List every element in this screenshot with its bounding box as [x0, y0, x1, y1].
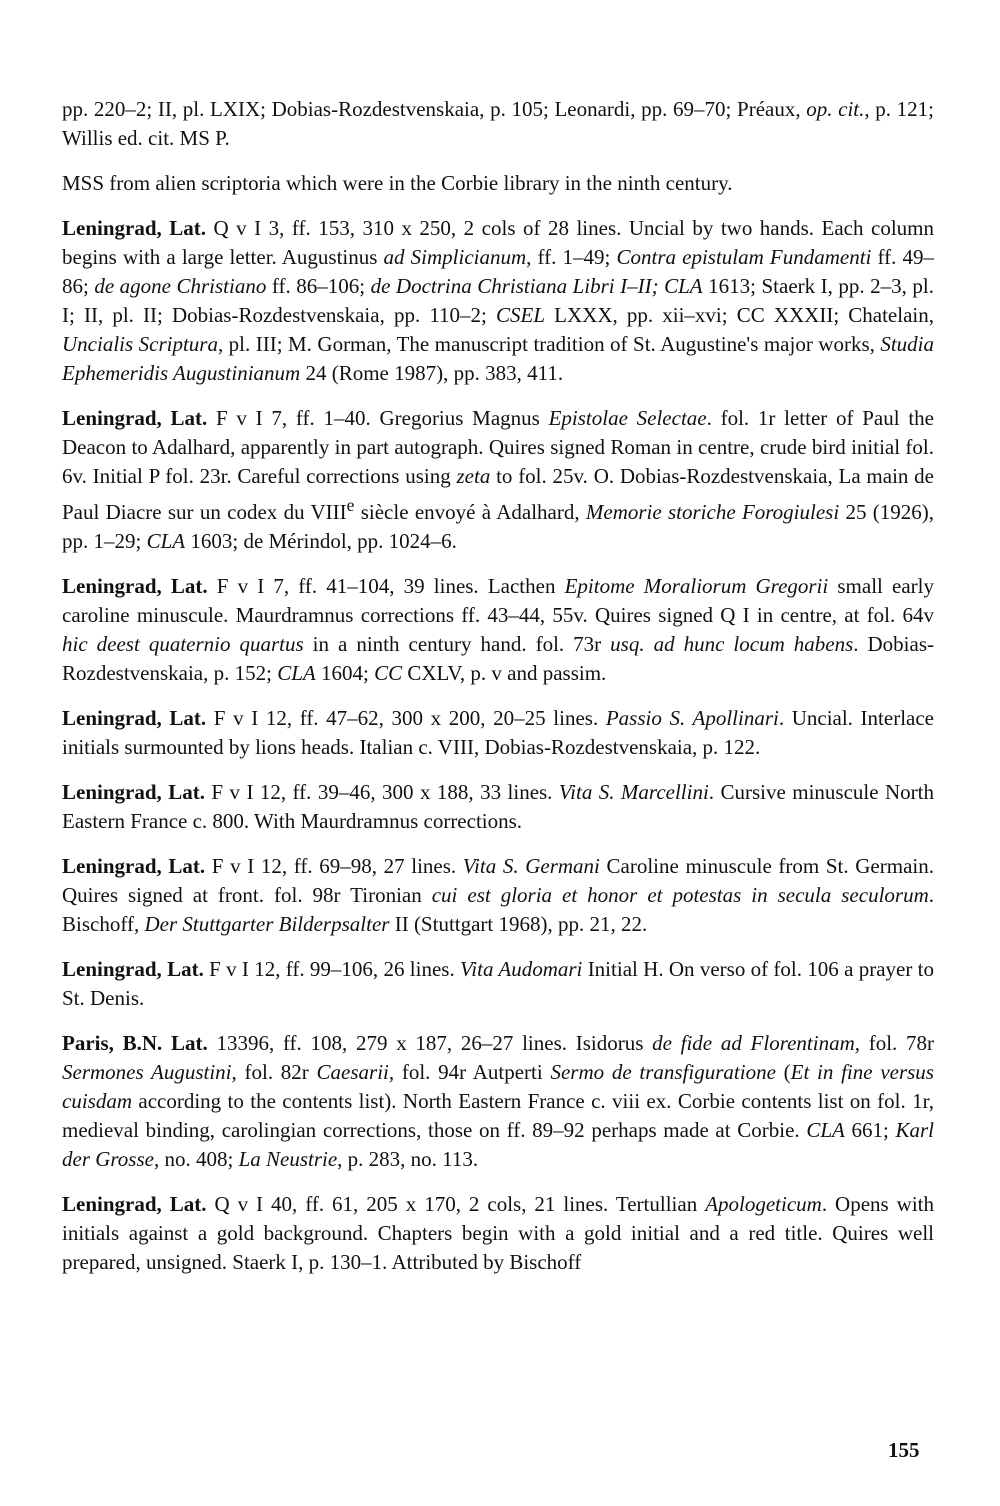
entry-text-segment: Memorie storiche Forogiulesi [585, 500, 840, 524]
entry-text-segment: , fol. 82r [231, 1060, 317, 1084]
entry-text-segment: , fol. 94r Autperti [388, 1060, 551, 1084]
entry-text-segment: . Uncial. Interlace initials surmounted by lions heads. Italian c. VIII, Dobias-Rozdestvenskaia, p. 122. [62, 706, 934, 759]
entry-text-segment: . Dobias-Rozdestvenskaia, p. 152; [62, 632, 934, 685]
entry-text-segment: Leningrad, Lat. [62, 1192, 207, 1216]
entry-text-segment: , no. 408; [153, 1147, 239, 1171]
entry-text-segment: de agone Christiano [94, 274, 267, 298]
entry-text-segment: to fol. 25v. O. Dobias-Rozdestvenskaia, La main de Paul Diacre sur un codex du VIII [62, 464, 934, 524]
entry-text-segment: . Opens with initials against a gold background. Chapters begin with a gold initial and a red title. Quires well prepared, unsigned. Staerk I, p. 130–1. Attributed by Bischoff [62, 1192, 935, 1274]
entry-text-segment: . Bischoff, [62, 883, 934, 936]
entry-text-segment: , pl. III; M. Gorman, The manuscript tradition of St. Augustine's major works, [217, 332, 881, 356]
entry-text-segment: Leningrad, Lat. [62, 574, 208, 598]
entry-text-segment: de Doctrina Christiana Libri I–II; CLA [370, 274, 703, 298]
entry-text-segment: 25 (1926), pp. 1–29; [62, 500, 934, 553]
entry-text-segment: CLA [146, 529, 186, 553]
entry-text-segment: Q v I 3, ff. 153, 310 x 250, 2 cols of 28 lines. Uncial by two hands. Each column begins with a large letter. Augustinus [62, 216, 934, 269]
entry-text-segment: 13396, ff. 108, 279 x 187, 26–27 lines. Isidorus [207, 1031, 653, 1055]
entry-text-segment: , p. 121; Willis ed. cit. MS P. [62, 97, 934, 150]
entry-text-segment: Epistolae Selectae [548, 406, 707, 430]
entry-text-segment: , ff. 1–49; [526, 245, 617, 269]
entry-leningrad-f-v-i-12-b [62, 778, 934, 836]
entry-text-segment: CLA [277, 661, 316, 685]
entry-previous-references [62, 95, 934, 153]
entry-text-segment: . fol. 1r letter of Paul the Deacon to Adalhard, apparently in part autograph. Quires signed Roman in centre, crude bird initial fol. 6v. Initial P fol. 23r. Careful corrections using [62, 406, 934, 488]
entry-text-segment: F v I 12, ff. 39–46, 300 x 188, 33 lines. [204, 780, 559, 804]
entry-text-segment: zeta [456, 464, 491, 488]
entry-leningrad-f-v-i-12-c [62, 852, 934, 939]
entry-text-segment: Sermones Augustini [62, 1060, 232, 1084]
entry-text-segment: small early caroline minuscule. Maurdramnus corrections ff. 43–44, 55v. Quires signed Q I in centre, at fol. 64v [62, 574, 934, 627]
entry-text-segment: ff. 49–86; [62, 245, 934, 298]
entry-text-segment: Contra epistulam Fundamenti [616, 245, 872, 269]
page-number: 155 [888, 1438, 920, 1462]
entry-text-segment: F v I 12, ff. 69–98, 27 lines. [205, 854, 463, 878]
entry-text-segment: ( [775, 1060, 791, 1084]
entry-leningrad-q-v-i-40 [62, 1190, 934, 1277]
entry-text-segment: e [346, 495, 355, 515]
entry-text-segment: Uncialis Scriptura [62, 332, 218, 356]
entry-text-segment: ad Simplicianum [383, 245, 527, 269]
entry-text-segment: F v I 7, ff. 1–40. Gregorius Magnus [207, 406, 549, 430]
entry-text-segment: Karl der Grosse [62, 1118, 934, 1171]
entry-text-segment: Q v I 40, ff. 61, 205 x 170, 2 cols, 21 lines. Tertullian [206, 1192, 706, 1216]
entry-text-segment: F v I 12, ff. 47–62, 300 x 200, 20–25 lines. [206, 706, 606, 730]
entry-text-segment: CC [374, 661, 403, 685]
entry-leningrad-f-v-i-12-a [62, 704, 934, 762]
entry-text-segment: Leningrad, Lat. [62, 780, 205, 804]
entry-text-segment: MSS from alien scriptoria which were in the Corbie library in the ninth century. [62, 171, 733, 195]
entry-text-segment: . Cursive minuscule North Eastern France c. 800. With Maurdramnus corrections. [62, 780, 934, 833]
entry-text-segment: Leningrad, Lat. [62, 706, 207, 730]
entry-text-segment: siècle envoyé à Adalhard, [354, 500, 586, 524]
entry-text-segment: II (Stuttgart 1968), pp. 21, 22. [389, 912, 648, 936]
entry-text-segment: CXLV, p. v and passim. [402, 661, 607, 685]
entry-paris-bn-lat-13396 [62, 1029, 934, 1174]
entry-text-segment: CLA [806, 1118, 845, 1142]
entry-text-segment: 661; [844, 1118, 896, 1142]
entry-text-segment: Epitome Moraliorum Gregorii [564, 574, 829, 598]
entry-text-segment: Paris, B.N. Lat. [62, 1031, 208, 1055]
entry-text-segment: de fide ad Florentinam [652, 1031, 855, 1055]
section-heading [62, 169, 934, 198]
entry-text-segment: 1603; de Mérindol, pp. 1024–6. [185, 529, 457, 553]
entry-text-segment: La Neustrie [238, 1147, 338, 1171]
entry-text-segment: Passio S. Apollinari [605, 706, 779, 730]
entry-text-segment: F v I 7, ff. 41–104, 39 lines. Lacthen [207, 574, 565, 598]
entry-text-segment: Apologeticum [705, 1192, 822, 1216]
entry-text-segment: cui est gloria et honor et potestas in secula seculorum [431, 883, 929, 907]
entry-text-segment: Leningrad, Lat. [62, 216, 207, 240]
entry-text-segment: Initial H. On verso of fol. 106 a prayer to St. Denis. [62, 957, 934, 1010]
entry-text-segment: pp. 220–2; II, pl. LXIX; Dobias-Rozdestvenskaia, p. 105; Leonardi, pp. 69–70; Préaux, [62, 97, 807, 121]
entry-text-segment: Leningrad, Lat. [62, 957, 204, 981]
entry-text-segment: in a ninth century hand. fol. 73r [303, 632, 611, 656]
entry-text-segment: F v I 12, ff. 99–106, 26 lines. [203, 957, 461, 981]
entry-text-segment: , p. 283, no. 113. [337, 1147, 479, 1171]
entry-text-segment: CSEL [496, 303, 546, 327]
entry-leningrad-f-v-i-7-b [62, 572, 934, 688]
entry-leningrad-f-v-i-7-a [62, 404, 934, 556]
entry-text-segment: Der Stuttgarter Bilderpsalter [144, 912, 390, 936]
entry-leningrad-q-v-i-3 [62, 214, 934, 388]
entry-text-segment: 1604; [315, 661, 375, 685]
entry-text-segment: Vita Audomari [460, 957, 583, 981]
entry-text-segment: Vita S. Germani [462, 854, 600, 878]
entry-text-segment: Leningrad, Lat. [62, 854, 206, 878]
entry-text-segment: Caesarii [316, 1060, 389, 1084]
entry-text-segment: Leningrad, Lat. [62, 406, 208, 430]
entry-text-segment: Vita S. Marcellini [558, 780, 709, 804]
entry-text-segment: ff. 86–106; [266, 274, 371, 298]
entry-text-segment: Et in fine versus cuisdam [62, 1060, 934, 1113]
entry-text-segment: 1613; Staerk I, pp. 2–3, pl. I; II, pl. II; Dobias-Rozdestvenskaia, pp. 110–2; [62, 274, 934, 327]
entry-text-segment: LXXX, pp. xii–xvi; CC XXXII; Chatelain, [545, 303, 934, 327]
entry-text-segment: Caroline minuscule from St. Germain. Quires signed at front. fol. 98r Tironian [62, 854, 934, 907]
entry-text-segment: Studia Ephemeridis Augustinianum [62, 332, 935, 385]
entry-leningrad-f-v-i-12-d [62, 955, 934, 1013]
page-body [62, 95, 934, 1293]
entry-text-segment: according to the contents list). North Eastern France c. viii ex. Corbie contents list on fol. 1r, medieval binding, carolingian corrections, those on ff. 89–92 perhaps made at Corbie. [62, 1089, 934, 1142]
entry-text-segment: , fol. 78r [854, 1031, 935, 1055]
entry-text-segment: op. cit. [806, 97, 865, 121]
entry-text-segment: hic deest quaternio quartus [62, 632, 304, 656]
entry-text-segment: usq. ad hunc locum habens [610, 632, 854, 656]
entry-text-segment: Sermo de transfiguratione [550, 1060, 776, 1084]
entry-text-segment: 24 (Rome 1987), pp. 383, 411. [300, 361, 564, 385]
